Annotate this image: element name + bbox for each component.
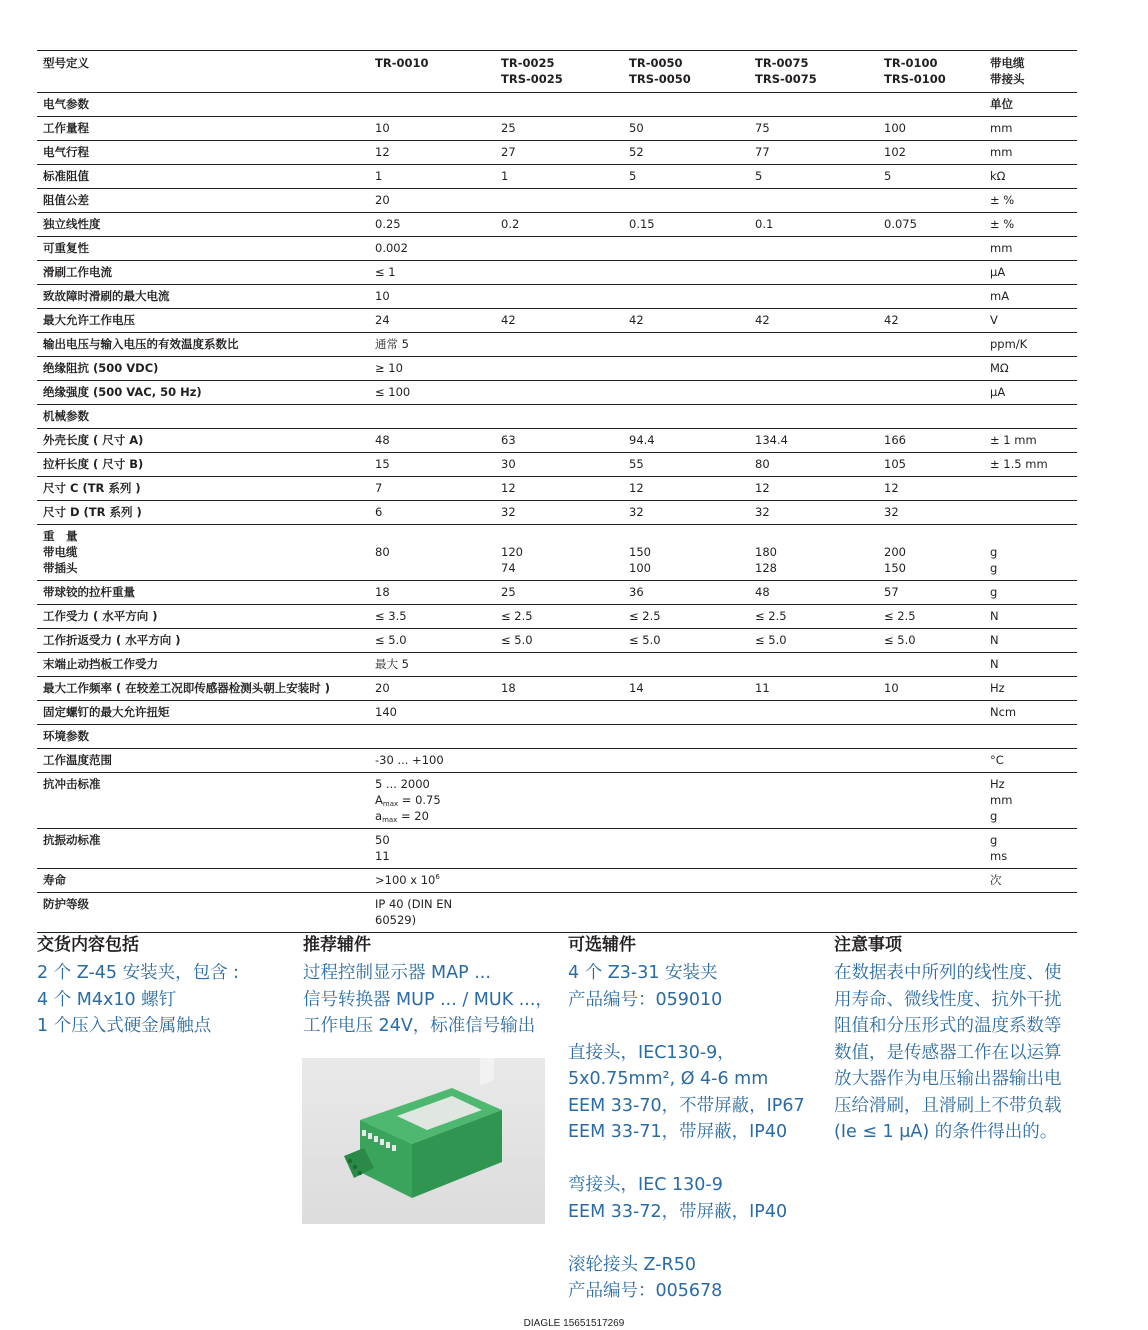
unit-cell: mm <box>984 237 1077 261</box>
value-cell <box>749 189 878 213</box>
value-cell: 6 <box>369 501 495 525</box>
value-cell: 12 <box>623 477 749 501</box>
unit-cell: ppm/K <box>984 333 1077 357</box>
parameter-label: 输出电压与输入电压的有效温度系数比 <box>37 333 369 357</box>
table-row <box>37 261 1077 285</box>
parameter-label: 带球铰的拉杆重量 <box>37 581 369 605</box>
notes-title: 注意事项 <box>834 935 902 955</box>
value-cell <box>878 701 984 725</box>
table-row <box>37 893 1077 933</box>
value-cell <box>878 893 984 933</box>
parameter-label: 工作受力 ( 水平方向 ) <box>37 605 369 629</box>
value-cell: 102 <box>878 141 984 165</box>
value-cell <box>495 93 623 117</box>
value-cell: 0.075 <box>878 213 984 237</box>
value-cell <box>495 749 623 773</box>
value-cell <box>878 381 984 405</box>
value-cell <box>623 725 749 749</box>
table-row <box>37 381 1077 405</box>
recommended-line: 信号转换器 MUP ... / MUK ...， <box>303 989 553 1010</box>
delivery-line: 1 个压入式硬金属触点 <box>37 1016 212 1036</box>
unit-cell: Ncm <box>984 701 1077 725</box>
value-cell: ≤ 5.0 <box>495 629 623 653</box>
value-cell: 12 <box>749 477 878 501</box>
value-cell: 166 <box>878 429 984 453</box>
value-cell <box>623 773 749 829</box>
unit-cell: ± 1 mm <box>984 429 1077 453</box>
unit-cell: kΩ <box>984 165 1077 189</box>
value-cell <box>369 725 495 749</box>
unit-cell: g g <box>984 525 1077 581</box>
table-row <box>37 309 1077 333</box>
parameter-label: 重 量 带电缆 带插头 <box>37 525 369 581</box>
value-cell <box>878 405 984 429</box>
value-cell: 32 <box>495 501 623 525</box>
value-cell: 25 <box>495 581 623 605</box>
value-cell: 42 <box>878 309 984 333</box>
value-cell: 57 <box>878 581 984 605</box>
recommended-accessories <box>303 932 551 1040</box>
delivery-line: 2 个 Z-45 安装夹，包含 : <box>37 963 240 983</box>
unit-cell <box>984 477 1077 501</box>
value-cell: ≤ 5.0 <box>749 629 878 653</box>
value-cell <box>749 333 878 357</box>
value-cell: 12 <box>495 477 623 501</box>
recommended-line: 过程控制显示器 MAP ... <box>303 963 491 983</box>
value-cell: 5 ... 2000 $A_{max} = 0.75$ $a_{max} = 20$ <box>369 773 495 829</box>
value-cell <box>623 93 749 117</box>
value-cell: 50 <box>623 117 749 141</box>
value-cell <box>749 405 878 429</box>
value-cell: 140 <box>369 701 495 725</box>
parameter-label: 滑刷工作电流 <box>37 261 369 285</box>
value-cell <box>495 285 623 309</box>
value-cell: 18 <box>369 581 495 605</box>
value-cell <box>749 237 878 261</box>
parameter-label: 独立线性度 <box>37 213 369 237</box>
parameter-label: 尺寸 C (TR 系列 ) <box>37 477 369 501</box>
unit-cell: μA <box>984 381 1077 405</box>
value-cell: 10 <box>878 677 984 701</box>
unit-cell: ± 1.5 mm <box>984 453 1077 477</box>
value-cell <box>749 285 878 309</box>
value-cell <box>878 773 984 829</box>
unit-cell: 次 <box>984 869 1077 893</box>
value-cell: ≤ 3.5 <box>369 605 495 629</box>
optional-line: 弯接头，IEC 130-9 <box>568 1175 723 1195</box>
parameter-label: 可重复性 <box>37 237 369 261</box>
value-cell <box>878 261 984 285</box>
value-cell <box>495 893 623 933</box>
value-cell <box>623 829 749 869</box>
parameter-label: 工作量程 <box>37 117 369 141</box>
value-cell <box>623 869 749 893</box>
value-cell: ≤ 2.5 <box>495 605 623 629</box>
value-cell: 100 <box>878 117 984 141</box>
value-cell: ≤ 5.0 <box>369 629 495 653</box>
value-cell: ≤ 5.0 <box>878 629 984 653</box>
spacer <box>568 1146 816 1173</box>
value-cell: 5 <box>623 165 749 189</box>
table-row <box>37 869 1077 893</box>
value-cell <box>623 749 749 773</box>
value-cell: 1 <box>369 165 495 189</box>
parameter-label: 环境参数 <box>37 725 369 749</box>
value-cell: 14 <box>623 677 749 701</box>
recommended-line: 工作电压 24V，标准信号输出 <box>303 1016 536 1036</box>
value-cell <box>878 285 984 309</box>
optional-line: 产品编号：005678 <box>568 1281 723 1301</box>
optional-line: EEM 33-72，带屏蔽，IP40 <box>568 1201 788 1222</box>
parameter-label: 电气参数 <box>37 93 369 117</box>
table-row <box>37 141 1077 165</box>
value-cell: 0.1 <box>749 213 878 237</box>
value-cell: 0.15 <box>623 213 749 237</box>
value-cell: 11 <box>749 677 878 701</box>
table-row <box>37 677 1077 701</box>
value-cell <box>495 189 623 213</box>
value-cell <box>749 725 878 749</box>
parameter-label: 抗冲击标准 <box>37 773 369 829</box>
value-cell <box>623 237 749 261</box>
parameter-label: 外壳长度 ( 尺寸 A) <box>37 429 369 453</box>
table-row <box>37 357 1077 381</box>
value-cell <box>749 829 878 869</box>
parameter-label: 阻值公差 <box>37 189 369 213</box>
spacer <box>568 1013 816 1040</box>
unit-cell <box>984 893 1077 933</box>
parameter-label: 尺寸 D (TR 系列 ) <box>37 501 369 525</box>
delivery-line: 4 个 M4x10 螺钉 <box>37 989 177 1010</box>
value-cell: 36 <box>623 581 749 605</box>
section-row <box>37 405 1077 429</box>
parameter-label: 致故障时滑刷的最大电流 <box>37 285 369 309</box>
value-cell: ≥ 10 <box>369 357 495 381</box>
value-cell <box>495 701 623 725</box>
table-row <box>37 501 1077 525</box>
value-cell <box>749 381 878 405</box>
value-cell <box>495 237 623 261</box>
value-cell <box>623 381 749 405</box>
table-row <box>37 117 1077 141</box>
value-cell <box>623 285 749 309</box>
value-cell: 5 <box>878 165 984 189</box>
value-cell: 50 11 <box>369 829 495 869</box>
unit-cell: mm <box>984 117 1077 141</box>
value-cell <box>878 653 984 677</box>
unit-cell: V <box>984 309 1077 333</box>
value-cell: 25 <box>495 117 623 141</box>
value-cell <box>878 749 984 773</box>
unit-cell: Hz <box>984 677 1077 701</box>
value-cell <box>495 261 623 285</box>
value-cell: 0.25 <box>369 213 495 237</box>
value-cell <box>878 237 984 261</box>
value-cell: ≤ 1 <box>369 261 495 285</box>
table-row <box>37 453 1077 477</box>
recommended-title: 推荐辅件 <box>303 935 371 955</box>
value-cell: 10 <box>369 117 495 141</box>
value-cell: 最大 5 <box>369 653 495 677</box>
value-cell: 120 74 <box>495 525 623 581</box>
parameter-label: 最大工作频率 ( 在较差工况即传感器检测头朝上安装时 ) <box>37 677 369 701</box>
value-cell: -30 ... +100 <box>369 749 495 773</box>
value-cell <box>495 333 623 357</box>
parameter-label: 拉杆长度 ( 尺寸 B) <box>37 453 369 477</box>
optional-line: 滚轮接头 Z-R50 <box>568 1254 696 1275</box>
optional-line: 5x0.75mm², Ø 4-6 mm <box>568 1069 769 1089</box>
value-cell: 7 <box>369 477 495 501</box>
value-cell: 77 <box>749 141 878 165</box>
value-cell: 20 <box>369 189 495 213</box>
table-row <box>37 749 1077 773</box>
value-cell <box>623 357 749 381</box>
table-row <box>37 605 1077 629</box>
value-cell: 5 <box>749 165 878 189</box>
unit-cell: μA <box>984 261 1077 285</box>
delivery-title: 交货内容包括 <box>37 935 139 955</box>
unit-cell: mm <box>984 141 1077 165</box>
value-cell <box>749 653 878 677</box>
value-cell: 48 <box>369 429 495 453</box>
value-cell: 105 <box>878 453 984 477</box>
table-row <box>37 525 1077 581</box>
value-cell: 30 <box>495 453 623 477</box>
value-cell: 75 <box>749 117 878 141</box>
spacer <box>568 1225 816 1252</box>
table-row <box>37 213 1077 237</box>
value-cell <box>623 261 749 285</box>
unit-cell: N <box>984 629 1077 653</box>
value-cell <box>623 189 749 213</box>
parameter-label: 抗振动标准 <box>37 829 369 869</box>
value-cell: 32 <box>749 501 878 525</box>
table-row <box>37 653 1077 677</box>
value-cell <box>878 829 984 869</box>
unit-cell: ± % <box>984 189 1077 213</box>
value-cell <box>495 405 623 429</box>
value-cell <box>495 869 623 893</box>
value-cell: 32 <box>878 501 984 525</box>
header-model-cell: TR-0010 <box>369 51 495 93</box>
value-cell <box>749 93 878 117</box>
value-cell <box>878 333 984 357</box>
section-row <box>37 725 1077 749</box>
value-cell <box>749 357 878 381</box>
parameter-label: 标准阻值 <box>37 165 369 189</box>
table-row <box>37 829 1077 869</box>
value-cell <box>495 381 623 405</box>
table-row <box>37 333 1077 357</box>
value-cell <box>749 701 878 725</box>
value-cell <box>878 93 984 117</box>
unit-cell <box>984 405 1077 429</box>
table-row <box>37 189 1077 213</box>
value-cell <box>623 653 749 677</box>
value-cell: 94.4 <box>623 429 749 453</box>
unit-cell: ± % <box>984 213 1077 237</box>
unit-cell: 单位 <box>984 93 1077 117</box>
table-row <box>37 629 1077 653</box>
signal-converter-module-image <box>302 1058 545 1224</box>
parameter-label: 最大允许工作电压 <box>37 309 369 333</box>
value-cell: 10 <box>369 285 495 309</box>
value-cell: 180 128 <box>749 525 878 581</box>
spec-table <box>37 50 1077 933</box>
value-cell <box>495 653 623 677</box>
unit-cell: Hz mm g <box>984 773 1077 829</box>
value-cell: ≤ 100 <box>369 381 495 405</box>
value-cell: ≤ 2.5 <box>623 605 749 629</box>
optional-line: EEM 33-70，不带屏蔽，IP67 <box>568 1095 805 1116</box>
table-row <box>37 581 1077 605</box>
value-cell <box>749 773 878 829</box>
optional-line: EEM 33-71，带屏蔽，IP40 <box>568 1122 788 1142</box>
value-cell <box>495 773 623 829</box>
value-cell: 18 <box>495 677 623 701</box>
parameter-label: 寿命 <box>37 869 369 893</box>
value-cell: 42 <box>623 309 749 333</box>
value-cell <box>369 93 495 117</box>
header-label-cell: 型号定义 <box>37 51 369 93</box>
header-model-cell: TR-0025 TRS-0025 <box>495 51 623 93</box>
value-cell <box>623 701 749 725</box>
value-cell <box>878 189 984 213</box>
value-cell: 20 <box>369 677 495 701</box>
header-model-cell: TR-0100 TRS-0100 <box>878 51 984 93</box>
value-cell: 12 <box>878 477 984 501</box>
optional-line: 直接头，IEC130-9， <box>568 1042 735 1063</box>
value-cell: 55 <box>623 453 749 477</box>
unit-cell: g <box>984 581 1077 605</box>
value-cell: ≤ 2.5 <box>749 605 878 629</box>
unit-cell: g ms <box>984 829 1077 869</box>
notes <box>834 932 1076 1146</box>
unit-cell: mA <box>984 285 1077 309</box>
optional-line: 产品编号：059010 <box>568 989 723 1010</box>
table-row <box>37 285 1077 309</box>
value-cell: 80 <box>369 525 495 581</box>
unit-cell <box>984 501 1077 525</box>
parameter-label: 机械参数 <box>37 405 369 429</box>
parameter-label: 电气行程 <box>37 141 369 165</box>
value-cell <box>878 869 984 893</box>
value-cell <box>749 749 878 773</box>
value-cell <box>623 893 749 933</box>
footer-contact: DIAGLE 15651517269 <box>523 1318 625 1329</box>
value-cell <box>369 405 495 429</box>
value-cell: 52 <box>623 141 749 165</box>
unit-cell: MΩ <box>984 357 1077 381</box>
value-cell <box>495 829 623 869</box>
value-cell: 63 <box>495 429 623 453</box>
table-row <box>37 165 1077 189</box>
value-cell: 27 <box>495 141 623 165</box>
table-row <box>37 701 1077 725</box>
value-cell: 80 <box>749 453 878 477</box>
parameter-label: 绝缘阻抗 (500 VDC) <box>37 357 369 381</box>
value-cell: 42 <box>749 309 878 333</box>
unit-cell: N <box>984 605 1077 629</box>
unit-cell <box>984 725 1077 749</box>
table-row <box>37 773 1077 829</box>
table-row <box>37 237 1077 261</box>
parameter-label: 工作折返受力 ( 水平方向 ) <box>37 629 369 653</box>
header-model-cell: 带电缆 带接头 <box>984 51 1077 93</box>
table-row <box>37 429 1077 453</box>
value-cell: 24 <box>369 309 495 333</box>
value-cell: 42 <box>495 309 623 333</box>
value-cell <box>878 725 984 749</box>
value-cell: 150 100 <box>623 525 749 581</box>
value-cell <box>495 725 623 749</box>
delivery-contents <box>37 932 285 1040</box>
value-cell <box>623 333 749 357</box>
unit-cell: N <box>984 653 1077 677</box>
optional-line: 4 个 Z3-31 安装夹 <box>568 963 718 983</box>
value-cell: 134.4 <box>749 429 878 453</box>
parameter-label: 防护等级 <box>37 893 369 933</box>
value-cell <box>623 405 749 429</box>
unit-cell: °C <box>984 749 1077 773</box>
table-header-row <box>37 51 1077 93</box>
value-cell: 15 <box>369 453 495 477</box>
parameter-label: 固定螺钉的最大允许扭矩 <box>37 701 369 725</box>
value-cell: >100 x $10^6$ <box>369 869 495 893</box>
section-row <box>37 93 1077 117</box>
value-cell <box>749 261 878 285</box>
value-cell <box>749 869 878 893</box>
value-cell: 12 <box>369 141 495 165</box>
notes-text: 在数据表中所列的线性度、使用寿命、微线性度、抗外干扰阻值和分压形式的温度系数等数值，是传感器工作在以运算放大器作为电压输出器输出电压给滑刷，且滑刷上不带负载 (Ie ≤ 1 μA) 的条件得出的。 <box>834 963 1062 1142</box>
value-cell: 48 <box>749 581 878 605</box>
value-cell: 200 150 <box>878 525 984 581</box>
value-cell: ≤ 5.0 <box>623 629 749 653</box>
value-cell <box>495 357 623 381</box>
table-row <box>37 477 1077 501</box>
parameter-label: 末端止动挡板工作受力 <box>37 653 369 677</box>
header-model-cell: TR-0050 TRS-0050 <box>623 51 749 93</box>
value-cell: 1 <box>495 165 623 189</box>
value-cell: ≤ 2.5 <box>878 605 984 629</box>
value-cell: 32 <box>623 501 749 525</box>
parameter-label: 工作温度范围 <box>37 749 369 773</box>
optional-title: 可选辅件 <box>568 935 636 955</box>
parameter-label: 绝缘强度 (500 VAC, 50 Hz) <box>37 381 369 405</box>
value-cell: 0.002 <box>369 237 495 261</box>
optional-accessories <box>568 932 816 1305</box>
value-cell: 通常 5 <box>369 333 495 357</box>
value-cell: IP 40 (DIN EN 60529) <box>369 893 495 933</box>
value-cell: 0.2 <box>495 213 623 237</box>
value-cell <box>749 893 878 933</box>
header-model-cell: TR-0075 TRS-0075 <box>749 51 878 93</box>
value-cell <box>878 357 984 381</box>
